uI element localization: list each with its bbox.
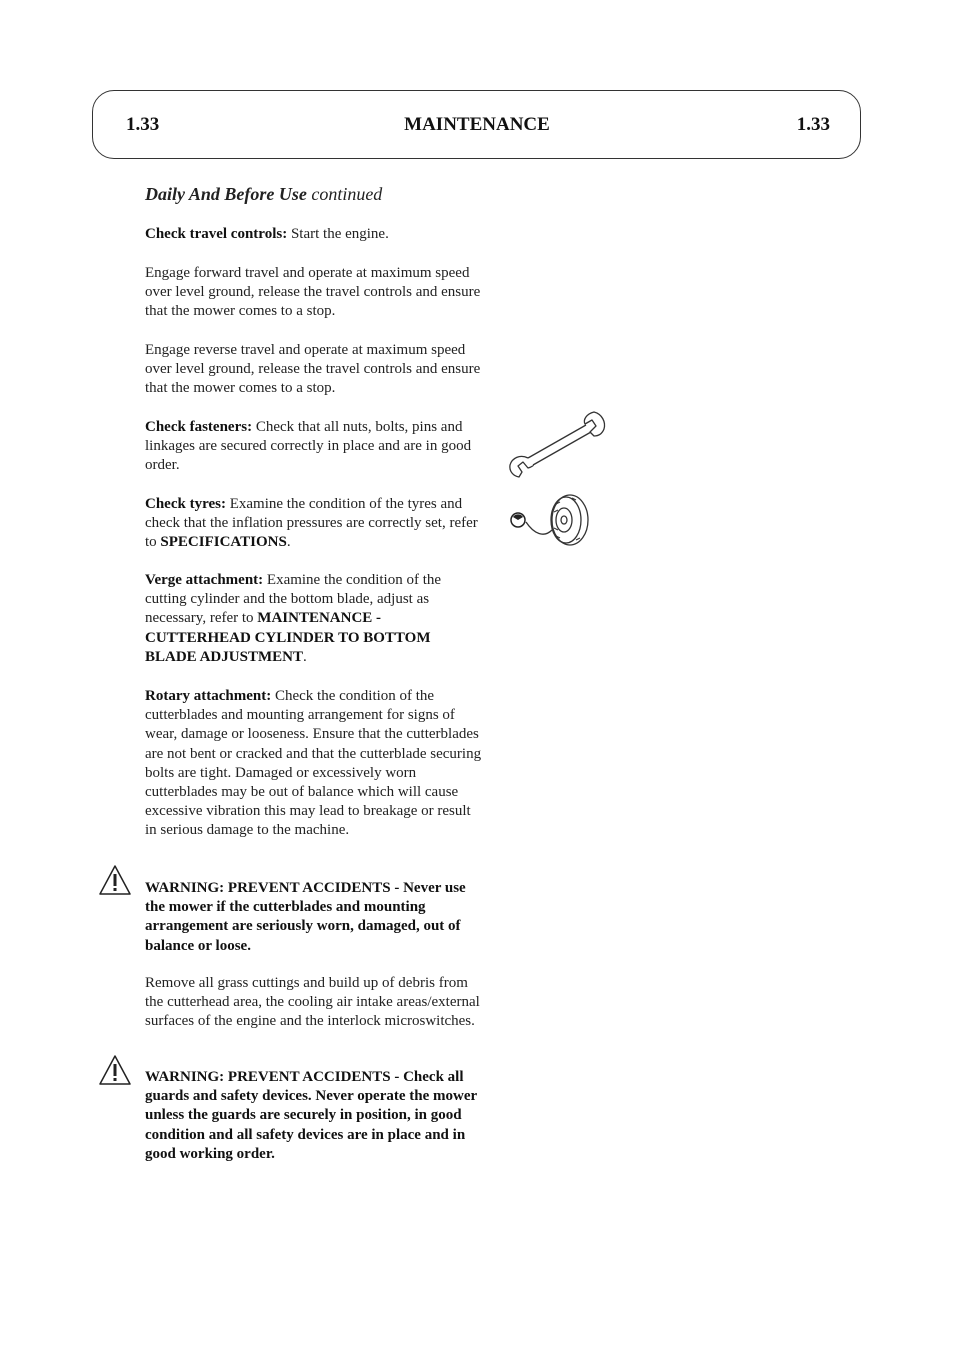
section-title-main: Daily And Before Use — [145, 184, 307, 204]
fasteners-label: Check fasteners: — [145, 419, 253, 435]
tyres-paragraph — [145, 495, 485, 553]
rotary-paragraph — [145, 687, 485, 841]
travel-controls-paragraph — [145, 225, 485, 244]
spanner-icon — [506, 408, 608, 480]
forward-travel-paragraph: Engage forward travel and operate at maximum speed over level ground, release the travel controls and ensure that the mower comes to a stop. — [145, 265, 481, 320]
page-number-right: 1.33 — [796, 114, 830, 135]
section-title-suffix: continued — [311, 184, 383, 204]
travel-controls-label: Check travel controls: — [145, 226, 288, 242]
tyres-ref: SPECIFICATIONS — [160, 534, 287, 551]
rotary-label: Rotary attachment: — [145, 688, 272, 704]
verge-label: Verge attachment: — [145, 572, 264, 588]
page-number-left: 1.33 — [126, 114, 160, 135]
warning-triangle-icon — [98, 1054, 132, 1086]
warning-paragraph-2: WARNING: PREVENT ACCIDENTS - Check all guards and safety devices. Never operate the mower unless the guards are securely in position, in good condition and all safety devices are in place and in good working order. — [145, 1069, 477, 1162]
debris-paragraph: Remove all grass cuttings and build up of debris from the cutterhead area, the cooling air intake areas/external surfaces of the engine and the interlock microswitches. — [145, 975, 480, 1030]
warning-paragraph-1: WARNING: PREVENT ACCIDENTS - Never use the mower if the cutterblades and mounting arrangement are seriously worn, damaged, out of balance or loose. — [145, 880, 466, 954]
page-title: MAINTENANCE — [404, 114, 550, 135]
verge-ref: MAINTENANCE - CUTTERHEAD CYLINDER TO BOTTOM BLADE ADJUSTMENT — [145, 610, 431, 665]
verge-end: . — [302, 648, 307, 665]
reverse-travel-paragraph: Engage reverse travel and operate at maximum speed over level ground, release the travel controls and ensure that the mower comes to a stop. — [145, 342, 481, 397]
section-title — [145, 184, 382, 205]
travel-controls-text: Start the engine. — [287, 226, 389, 242]
verge-paragraph — [145, 571, 485, 667]
tyres-end: . — [286, 534, 291, 551]
verge-text: Examine the condition of the cutting cylinder and the bottom blade, adjust as necessary, refer to — [145, 572, 442, 627]
rotary-text: Check the condition of the cutterblades and mounting arrangement for signs of wear, damage or looseness. Ensure that the cutterblades are not bent or cracked and that the cutterblade securing bolts are tight. Damaged or excessively worn cutterblades may be out of balance which will cause excessive vibration this may lead to breakage or result in serious damage to the machine. — [145, 688, 482, 839]
tyres-text: Examine the condition of the tyres and check that the inflation pressures are correctly set, refer to — [145, 496, 478, 551]
fasteners-text: Check that all nuts, bolts, pins and linkages are secured correctly in place and are in good order. — [145, 419, 472, 474]
warning-triangle-icon — [98, 864, 132, 896]
tyre-pressure-gauge-icon — [506, 490, 594, 548]
tyres-label: Check tyres: — [145, 496, 226, 512]
fasteners-paragraph — [145, 418, 485, 476]
